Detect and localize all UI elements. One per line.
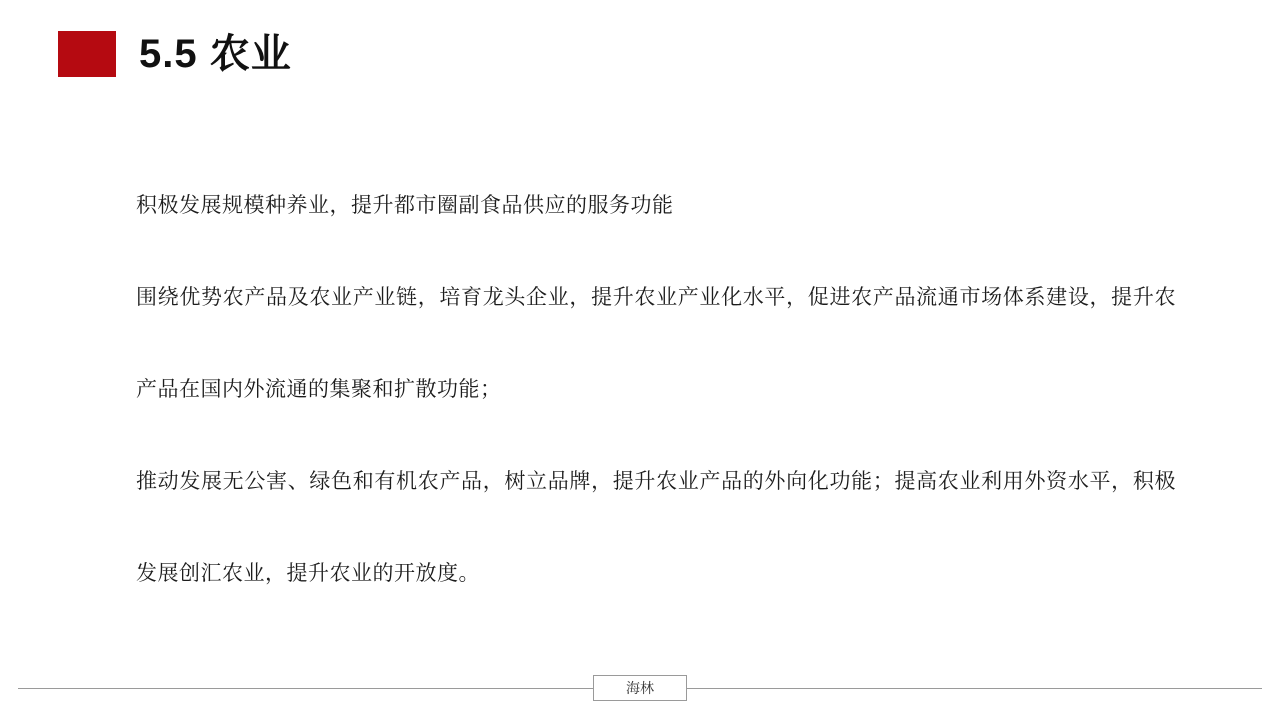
footer-divider-right xyxy=(687,688,1262,689)
footer-label: 海林 xyxy=(593,675,687,701)
title-accent-marker xyxy=(58,31,116,77)
slide-footer xyxy=(0,668,1280,708)
body-paragraph-2: 围绕优势农产品及农业产业链，培育龙头企业，提升农业产业化水平，促进农产品流通市场体系建设，提升农产品在国内外流通的集聚和扩散功能； xyxy=(136,286,1176,401)
footer-divider-left xyxy=(18,688,593,689)
body-paragraph-3: 推动发展无公害、绿色和有机农产品，树立品牌，提升农业产品的外向化功能；提高农业利用外资水平，积极发展创汇农业，提升农业的开放度。 xyxy=(136,470,1176,585)
slide-body xyxy=(136,160,1176,620)
slide-title-row xyxy=(0,22,292,86)
page-title: 5.5 农业 xyxy=(139,32,292,76)
body-paragraph-1: 积极发展规模种养业，提升都市圈副食品供应的服务功能 xyxy=(136,194,674,217)
